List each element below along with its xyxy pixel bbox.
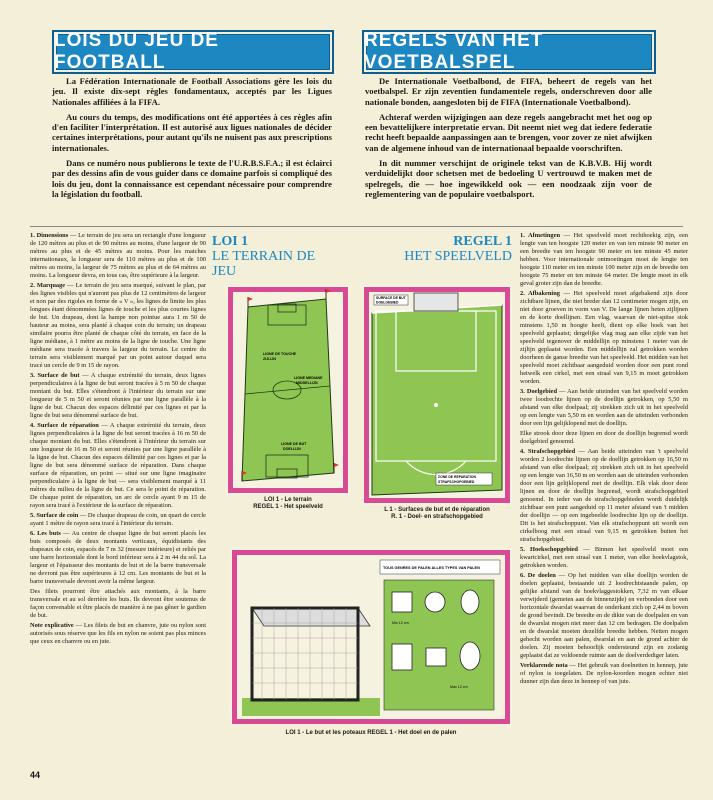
- square-post: [392, 592, 412, 612]
- label-zijlijn: ZIJLIJN: [263, 357, 276, 361]
- goal-net-top: [252, 608, 370, 626]
- law-heading-fr: [212, 234, 322, 279]
- penalty-spot: [434, 403, 438, 407]
- body-paragraph: 6. Les buts — Au centre de chaque ligne de but seront placés les buts composés de deux montants verticaux, équidistants des drapeaux de coin, espacés de 7 m 32 (mesure intérieure) et reliés par une barre horizontale dont le bord inférieur sera à 2 m 44 du sol. La largeur et l'épaisseur des montants de but et de la barre transversale ne devront pas être supérieures à 12 cm. Les montants de but et la barre transversale devront avoir la même largeur.: [30, 530, 206, 585]
- label-ligne-de-touche: LIGNE DE TOUCHE: [263, 352, 297, 356]
- dutch-title: REGELS VAN HET VOETBALSPEL: [364, 30, 544, 73]
- french-body-column: [30, 232, 206, 648]
- label-tous-genres: TOUS GENRES DE PALEN ALLES TYPES VAN PALEN: [383, 566, 480, 570]
- section-divider: [30, 226, 683, 227]
- body-paragraph: 2. Marquage — Le terrain de jeu sera marqué, suivant le plan, par des lignes visibles qui n'auront pas plus de 12 centimètres de largeur et non par des rigoles en forme de « V », les lignes de limite les plus longues étant dénommées lignes de touche et les plus courtes lignes de but. Un drapeau, dont la hampe non pointue aura 1 m 50 de hauteur au moins, sera planté à chaque coin du terrain; un drapeau similaire pourra être planté de chaque côté du terrain, en face de la ligne médiane, à 1 mètre au moins de la ligne de touche. Une ligne médiane sera tracée à travers la largeur du terrain. Le centre du terrain sera visiblement marqué par un point autour duquel sera tracé un cercle de 9 m 15 de rayon.: [30, 282, 206, 369]
- label-middellijn: MIDDELLIJN: [296, 381, 318, 385]
- label-zone-de-reparation: ZONE DE REPARATION: [438, 475, 476, 479]
- label-ligne-de-but: LIGNE DE BUT: [281, 442, 307, 446]
- body-paragraph: 6. De doelen — Op het midden van elke doellijn worden de doelen geplaatst, bestaande uit 2 loodrechtstaande palen, op gelijke afstand van de hoekvlaggestokken, 7,32 m van elkaar verwijderd (gemeten aan de binnenzijde) en verbonden door een horizontale dwarslat waarvan de onderkant zich op 2,44 m boven de grond bevindt. De breedte en de dikte van de doelpalen en van de dwarslat mogen niet meer dan 12 cm bedragen. De doelpalen en de dwarslat moeten dezelfde breedte hebben. Netten mogen gehecht worden aan palen, dwarslat en aan de grond achter de doelen. Zij moeten behoorlijk ondersteund zijn en zodanig geplaatst dat ze voldoende ruimte aan de doelverdediger laten.: [520, 572, 688, 659]
- label-surface-de-but: SURFACE DE BUT: [376, 296, 406, 300]
- label-doelgebied: DOELGEBIED: [376, 300, 399, 305]
- intro-paragraph: Dans ce numéro nous publierons le texte de l'U.R.B.S.F.A.; il est éclairci par des dessins afin de vous guider dans ce domaine parfois si compliqué des lois du jeu, dont la connaissance est cependant nécessaire pour comprendre la législation du football.: [52, 158, 332, 199]
- penalty-area-caption: L 1 - Surfaces de but et de réparation R. 1 - Doel- en strafschopgebied: [384, 507, 490, 520]
- dutch-intro: [365, 76, 652, 204]
- body-paragraph: 5. Surface de coin — De chaque drapeau de coin, un quart de cercle ayant 1 mètre de rayon sera tracé à l'intérieur du terrain.: [30, 512, 206, 527]
- law-number-nl: REGEL 1: [453, 234, 512, 249]
- page-number: 44: [30, 770, 41, 780]
- round-post: [425, 592, 445, 612]
- body-paragraph: 2. Afbakening — Het speelveld moet afgebakend zijn door zichtbare lijnen, die niet breder dan 12 centimeter mogen zijn, en niet door groeven in vorm van V. De lange lijnen heten zijlijnen en de korte doellijnen. Een vlag, waarvan de niet-spitse stok minstens 1,50 m hoogte heeft, dient op elke hoek van het speelveld geplaatst; dergelijke vlag mag aan elke zijde van het speelveld tegenover de middellijn op minstens 1 meter van de zijlijn geplaatst worden. Een middellijn zal getrokken worden doorheen de ganse breedte van het speelveld. Het midden van het speelveld moet zichtbaar aangeduid worden door een punt rond hetwelk een cirkel, met een straal van 9,15 m moet getrokken worden.: [520, 290, 688, 385]
- pitch-diagram: [226, 285, 350, 495]
- label-ligne-mediane: LIGNE MEDIANE: [294, 376, 323, 380]
- intro-paragraph: Au cours du temps, des modifications ont été apportées à ces règles afin d'en faciliter l'interprétation. Il est autorisé aux ligues nationales de décider certaines interprétations, pour autant qu'ils ne nuisent pas aux prescriptions internationales.: [52, 111, 332, 153]
- law-subtitle-nl: HET SPEELVELD: [404, 249, 512, 264]
- body-paragraph: 4. Surface de réparation — A chaque extrémité du terrain, deux lignes perpendiculaires à la ligne de but seront tracées à 16 m 50 de chaque montant du but. Elles s'étendront à l'intérieur du terrain sur une longueur de 16 m 50 et seront réunies par une ligne parallèle à la ligne de but. Chacun des espaces délimité par ces lignes et par la ligne de but sera dénommé surface de réparation. Dans chaque surface de réparation, un point — situé sur une ligne imaginaire perpendiculaire à la ligne de but — sera visiblement marqué à 11 mètres du milieu de la ligne de but. Ce sera le point de réparation. De chaque point de réparation, un arc de cercle ayant 9 m 15 de rayon sera tracé à l'extérieur de la surface de réparation.: [30, 422, 206, 509]
- oval-post: [461, 590, 479, 614]
- goal-posts-diagram: [230, 548, 512, 726]
- intro-paragraph: Achteraf werden wijzigingen aan deze regels aangebracht met het oog op een bevattelijkere interpretatie ervan. Dit neemt niet weg dat iedere federatie recht heeft bepaalde aanpassingen aan te brengen, voor zover ze niet afwijken van de algemene inhoud van de internationaal bepaalde voorschriften.: [365, 111, 652, 153]
- label-strafschopgebied: STRAFSCHOPGEBIED: [438, 480, 475, 484]
- goal-frame: [414, 293, 458, 311]
- intro-paragraph: La Fédération Internationale de Football Associations gère les lois du jeu. Il existe dix-sept règles fondamentaux, acceptés par les Ligues Nationales affiliées à la FIFA.: [52, 76, 332, 107]
- body-paragraph: Note explicative — Les filets de but en chanvre, jute ou nylon sont autorisés sous réserve que les fils en nylon ne soient pas plus minces que ceux en chanvre ou en jute.: [30, 622, 206, 645]
- pitch-surface: [372, 305, 502, 495]
- body-paragraph: Des filets pourront être attachés aux montants, à la barre transversale et au sol derrière les buts. Ils devront être soutenus de façon convenable et être placés de manière à ne pas gêner le gardien de but.: [30, 588, 206, 619]
- intro-paragraph: In dit nummer verschijnt de originele tekst van de K.B.V.B. Hij wordt verduidelijkt door schetsen met de bedoeling U vertrouwd te maken met de spelregels, die — hoe ingewikkeld ook — een noodzaak zijn voor de reglementering van de populaire voetbalsport.: [365, 158, 652, 199]
- body-paragraph: Verklarende nota — Het gebruik van doelnetten in hennep, jute of nylon is toegelaten. De nylon-koorden mogen echter niet dunner zijn dan deze in hennep of van jute.: [520, 662, 688, 685]
- french-title-banner: [52, 30, 334, 74]
- french-intro: [52, 76, 332, 204]
- body-paragraph: 3. Doelgebied — Aan beide uiteinden van het speelveld worden twee loodrechte lijnen op de doellijn getrokken, op 5,50 m afstand van elke doelpaal; zij strekken zich uit in het speelveld op een lengte van 5,50 m en worden aan de uiteinden verbonden door een lijn gelijklopend met de doellijn.: [520, 388, 688, 427]
- body-paragraph: 1. Afmetingen — Het speelveld moet rechthoekig zijn, een lengte van ten hoogste 120 meter en van ten minste 90 meter en een breedte van ten hoogste 90 meter en ten minste 45 meter hebben. Voor internationale ontmoetingen moet de lengte ten hoogste 110 meter en ten minste 100 meter zijn en de breedte ten hoogste 75 meter en ten minste 64 meter. De lengte moet in elk geval groter zijn dan de breedte.: [520, 232, 688, 287]
- goal-posts-caption: LOI 1 - Le but et les poteaux REGEL 1 - Het doel en de palen: [285, 730, 457, 736]
- oval-post: [460, 642, 480, 670]
- law-heading-nl: [400, 234, 512, 264]
- law-subtitle-fr: LE TERRAIN DE JEU: [212, 249, 316, 279]
- pitch-caption: LOI 1 - Le terrain REGEL 1 - Het speelveld: [253, 497, 323, 510]
- body-paragraph: Elke strook door deze lijnen en door de doellijn begrensd wordt doelgebied genoemd.: [520, 430, 688, 445]
- dutch-title-banner: [362, 30, 656, 74]
- square-post: [426, 648, 446, 666]
- law-number-fr: LOI 1: [212, 234, 249, 249]
- body-paragraph: 4. Strafschopgebied — Aan beide uiteinden van 't speelveld worden 2 loodrechte lijnen op de doellijn getrokken op 16,50 m afstand van elke doelpaal; zij strekken zich uit in het speelveld op een lengte van 16,50 m en worden aan de uiteinden verbonden door een lijn gelijklopend met de doellijn. Elk vlak door deze lijnen en door de doellijn begrensd, wordt strafschopgebied genoemd. In ieder van de strafschopgebieden wordt duidelijk zichtbaar een punt aangeduid op 11 meter afstand van 't midden der doellijn — op een ingebeelde loodrechte lijn op de doellijn. Dit is het strafschoppunt. Van elk strafschoppunt uit wordt een cirkelboog met een straal van 9,15 m getrokken buiten het strafschopgebied.: [520, 448, 688, 543]
- body-paragraph: 3. Surface de but — A chaque extrémité du terrain, deux lignes perpendiculaires à la ligne de but seront tracées à 5 m 50 de chaque montant du but. Elles s'étendront à l'intérieur du terrain sur une longueur de 5 m 50 et seront réunies par une ligne parallèle à la ligne de but. Chacun des espaces délimité par ces lignes et par la ligne de but sera dénommé surface de but.: [30, 372, 206, 419]
- french-title: LOIS DU JEU DE FOOTBALL: [54, 30, 219, 73]
- dutch-body-column: [520, 232, 688, 688]
- label-max-12cm: Max 12 cm: [450, 685, 468, 689]
- label-doellijn: DOELLIJN: [283, 447, 301, 451]
- body-paragraph: 5. Hoekschopgebied — Binnen het speelveld moet een kwartcirkel, met een straal van 1 meter, van elke hoekvlagstok, getrokken worden.: [520, 546, 689, 569]
- label-min-12cm: Min 12 cm: [392, 621, 409, 625]
- body-paragraph: 1. Dimensions — Le terrain de jeu sera un rectangle d'une longueur de 120 mètres au plus et de 90 mètres au moins, d'une largeur de 90 mètres au plus et de 45 mètres au moins. Pour les matches internationaux, la longueur sera de 110 mètres au plus et de 100 mètres au moins, la largeur de 75 mètres au plus et de 64 mètres au moins. La longueur devra, en tous cas, être supérieure à la largeur.: [30, 232, 206, 279]
- rect-post: [392, 644, 412, 670]
- penalty-area-diagram: [362, 285, 512, 505]
- intro-paragraph: De Internationale Voetbalbond, de FIFA, beheert de regels van het voetbalspel. Er zijn zeventien fundamentele regels, onderschreven door alle nationale bonden, aangesloten bij de FIFA (Internationale Voetbalbond).: [365, 76, 652, 107]
